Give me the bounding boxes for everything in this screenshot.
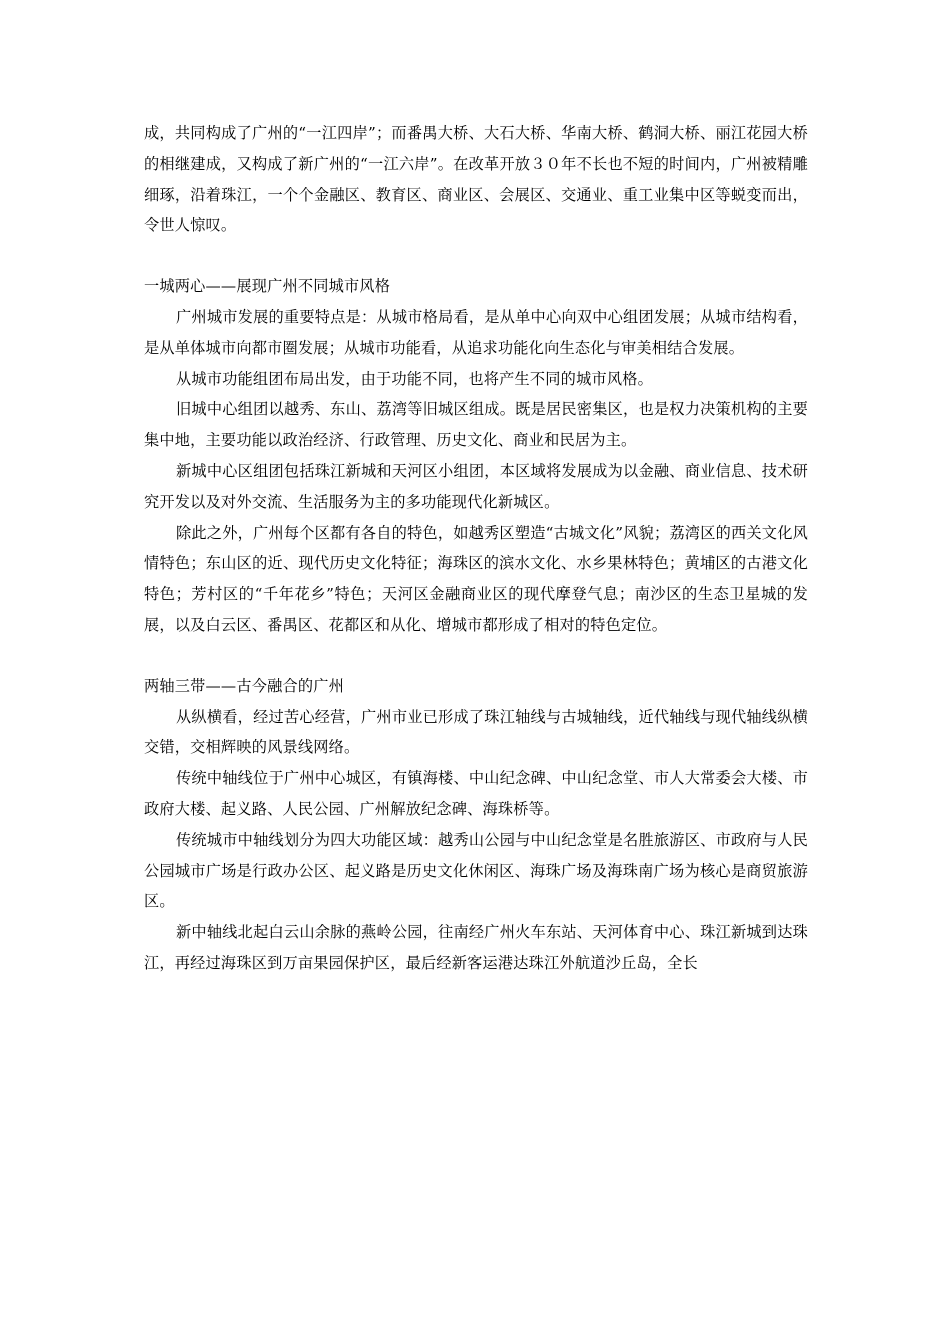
body-paragraph: 从纵横看，经过苦心经营，广州市业已形成了珠江轴线与古城轴线，近代轴线与现代轴线纵横交错，交相辉映的风景线网络。 xyxy=(144,707,808,757)
section-gap xyxy=(144,241,808,271)
body-paragraph: 除此之外，广州每个区都有各自的特色，如越秀区塑造“古城文化”风貌；荔湾区的西关文化风情特色；东山区的近、现代历史文化特征；海珠区的滨水文化、水乡果林特色；黄埔区的古港文化特色；芳村区的“千年花乡”特色；天河区金融商业区的现代摩登气息；南沙区的生态卫星城的发展，以及白云区、番禺区、花都区和从化、增城市都形成了相对的特色定位。 xyxy=(144,523,808,634)
body-paragraph: 旧城中心组团以越秀、东山、荔湾等旧城区组成。既是居民密集区，也是权力决策机构的主要集中地，主要功能以政治经济、行政管理、历史文化、商业和民居为主。 xyxy=(144,400,808,450)
section-heading-one-city-two-centers: 一城两心——展现广州不同城市风格 xyxy=(144,277,391,296)
body-paragraph: 传统中轴线位于广州中心城区，有镇海楼、中山纪念碑、中山纪念堂、市人大常委会大楼、市政府大楼、起义路、人民公园、广州解放纪念碑、海珠桥等。 xyxy=(144,769,808,818)
body-paragraph: 新城中心区组团包括珠江新城和天河区小组团，本区域将发展成为以金融、商业信息、技术研究开发以及对外交流、生活服务为主的多功能现代化新城区。 xyxy=(144,461,808,511)
document-body xyxy=(144,118,808,979)
section-gap xyxy=(144,641,808,671)
body-paragraph: 从城市功能组团布局出发，由于功能不同，也将产生不同的城市风格。 xyxy=(176,369,654,388)
section-heading-two-axes-three-belts: 两轴三带——古今融合的广州 xyxy=(144,676,345,695)
body-paragraph: 广州城市发展的重要特点是：从城市格局看，是从单中心向双中心组团发展；从城市结构看，是从单体城市向都市圈发展；从城市功能看，从追求功能化向生态化与审美相结合发展。 xyxy=(144,307,808,357)
body-paragraph: 新中轴线北起白云山余脉的燕岭公园，往南经广州火车东站、天河体育中心、珠江新城到达珠江，再经过海珠区到万亩果园保护区，最后经新客运港达珠江外航道沙丘岛，全长 xyxy=(144,923,808,972)
body-paragraph: 传统城市中轴线划分为四大功能区域：越秀山公园与中山纪念堂是名胜旅游区、市政府与人民公园城市广场是行政办公区、起义路是历史文化休闲区、海珠广场及海珠南广场为核心是商贸旅游区。 xyxy=(144,830,808,911)
intro-paragraph: 成，共同构成了广州的“一江四岸”；而番禺大桥、大石大桥、华南大桥、鹤洞大桥、丽江花园大桥的相继建成，又构成了新广州的“一江六岸”。在改革开放３０年不长也不短的时间内，广州被精雕细琢，沿着珠江，一个个金融区、教育区、商业区、会展区、交通业、重工业集中区等蜕变而出，令世人惊叹。 xyxy=(144,124,808,235)
